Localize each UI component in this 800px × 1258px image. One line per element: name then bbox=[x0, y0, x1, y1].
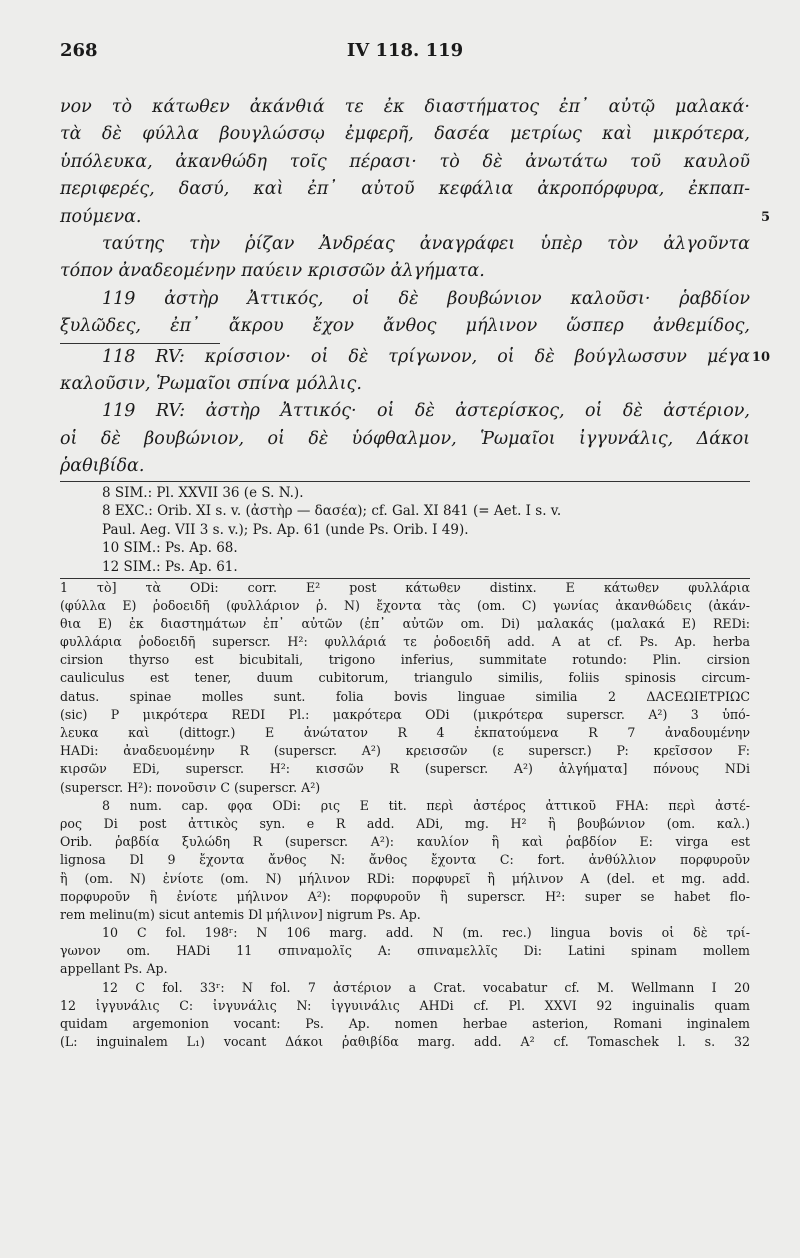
text-line: τὰ δὲ φύλλα βουγλώσσῳ ἐμφερῆ, δασέα μετρίως καὶ μικρότερα, bbox=[60, 124, 750, 145]
apparatus-line: οἱ δὲ βουβώνιον, οἱ δὲ ὑόφθαλμον, Ῥωμαῖοι ἰγγυνάλις, Δάκοι bbox=[60, 428, 750, 449]
text-line: πούμενα. 5 bbox=[60, 204, 750, 231]
apparatus-note-line: Orib. ῥαβδία ξυλώδη R (superscr. A²): καυλίον ἢ καὶ ῥαβδίον E: virga est bbox=[60, 834, 750, 850]
running-title: IV 118. 119 bbox=[346, 40, 464, 61]
apparatus-note-line: lignosa Dl 9 ἔχοντα ἄνθος N: ἄνθος ἔχοντα C: fort. ἀνθύλλιον πορφυροῦν bbox=[60, 852, 750, 868]
similia-line: 8 EXC.: Orib. XI s. v. (ἀστὴρ — δασέα); cf. Gal. XI 841 (= Aet. I s. v. bbox=[102, 503, 562, 520]
apparatus-note-line: cirsion thyrso est bicubitali, trigono inferius, summitate rotundo: Plin. cirsion bbox=[60, 652, 750, 668]
page-number: 268 bbox=[60, 40, 98, 61]
similia-section bbox=[60, 484, 750, 577]
page bbox=[60, 40, 770, 1051]
apparatus-note-line: θια E) ἐκ διαστημάτων ἐπ᾽ αὐτῶν (ἐπ᾽ αὐτῶν om. Di) μαλακάς (μαλακά E) REDi: bbox=[60, 615, 750, 631]
text-line: ταύτης τὴν ῥίζαν Ἀνδρέας ἀναγράφει ὑπὲρ τὸν ἀλγοῦντα bbox=[102, 233, 750, 254]
critical-apparatus bbox=[60, 579, 750, 1052]
main-text bbox=[60, 94, 770, 341]
apparatus-note-line: datus. spinae molles sunt. folia bovis linguae similia 2 ΔΑϹΕΩΙΕΤΡΙΩϹ bbox=[60, 688, 750, 704]
apparatus-note-line: 1 τὸ] τὰ ODi: corr. E² post κάτωθεν distinx. E κάτωθεν φυλλάρια bbox=[60, 579, 750, 595]
apparatus-note-line: 12 ἰγγυνάλις C: ἰνγυνάλις N: ἰγγυινάλις AHDi cf. Pl. XXVI 92 inguinalis quam bbox=[60, 997, 750, 1013]
apparatus-note-line: quidam argemonion vocant: Ps. Ap. nomen herbae asterion, Romani inginalem bbox=[60, 1016, 750, 1032]
similia-line: 8 SIM.: Pl. XXVII 36 (e S. N.). bbox=[102, 484, 304, 501]
apparatus-note-line: πορφυροῦν ἢ ἐνίοτε μήλινον A²): πορφυροῦν ἢ superscr. H²: super se habet flo- bbox=[60, 888, 750, 904]
apparatus-note-line: (φύλλα E) ῥοδοειδῆ (φυλλάριον ῥ. N) ἔχοντα τὰς (om. C) γωνίας ἀκανθώδεις (ἀκάν- bbox=[60, 597, 750, 613]
apparatus-note-line: (superscr. H²): πονοῦσιν C (superscr. A²) bbox=[60, 779, 321, 795]
apparatus-note-line: φυλλάρια ῥοδοειδῆ superscr. H²: φυλλάριά τε ῥοδοειδῆ add. A at cf. Ps. Ap. herba bbox=[60, 634, 750, 650]
apparatus-note-line: λευκα καὶ (dittogr.) E ἀνώτατον R 4 ἐκπατούμενα R 7 ἀναδουμένην bbox=[60, 725, 750, 740]
similia-line: 12 SIM.: Ps. Ap. 61. bbox=[102, 558, 238, 575]
apparatus-note-line: ρος Di post ἀττικὸς syn. e R add. ADi, mg. H² ἢ βουβώνιον (om. καλ.) bbox=[60, 815, 750, 831]
apparatus-note-line: (L: inguinalem L₁) vocant Δάκοι ῥαθιβίδα marg. add. A² cf. Tomaschek l. s. 32 bbox=[60, 1034, 750, 1050]
apparatus-line: 119 RV: ἀστὴρ Ἀττικός· οἱ δὲ ἀστερίσκος, οἱ δὲ ἀστέριον, bbox=[102, 401, 750, 422]
line-number: 5 bbox=[760, 209, 770, 225]
divider bbox=[60, 481, 750, 482]
similia-line: 10 SIM.: Ps. Ap. 68. bbox=[102, 540, 238, 557]
text-line: νον τὸ κάτωθεν ἀκάνθιά τε ἐκ διαστήματος ἐπ᾽ αὐτῷ μαλακά· bbox=[60, 97, 750, 117]
apparatus-note-line: HADi: ἀναδευομένην R (superscr. A²) κρεισσῶν (ε superscr.) P: κρεῖσσον F: bbox=[60, 743, 750, 759]
apparatus-note-line: κιρσῶν EDi, superscr. H²: κισσῶν R (superscr. A²) ἀλγήματα] πόνους NDi bbox=[60, 761, 750, 777]
text-line: περιφερές, δασύ, καὶ ἐπ᾽ αὐτοῦ κεφάλια ἀκροπόρφυρα, ἐκπαπ- bbox=[60, 179, 750, 200]
apparatus-note-line: appellant Ps. Ap. bbox=[60, 961, 168, 977]
text-line: ὑπόλευκα, ἀκανθώδη τοῖς πέρασι· τὸ δὲ ἀνωτάτω τοῦ καυλοῦ bbox=[60, 151, 750, 172]
apparatus-rv bbox=[60, 344, 770, 481]
apparatus-note-line: (sic) P μικρότερα REDI Pl.: μακρότερα ODi (μικρότερα superscr. A²) 3 ὑπό- bbox=[60, 706, 750, 722]
apparatus-note-line: 8 num. cap. φϙα ODi: ρις E tit. περὶ ἀστέρος ἀττικοῦ FHA: περὶ ἀστέ- bbox=[102, 797, 750, 813]
text-line: ξυλῶδες, ἐπ᾽ ἄκρου ἔχον ἄνθος μήλινον ὥσπερ ἀνθεμίδος, bbox=[60, 316, 750, 337]
apparatus-line: 118 RV: κρίσσιον· οἱ δὲ τρίγωνον, οἱ δὲ βούγλωσσυν μέγα 10 bbox=[60, 344, 750, 371]
apparatus-note-line: γωνον om. HADi 11 σπιναμολῖς A: σπιναμελλῖς Di: Latini spinam mollem bbox=[60, 943, 750, 959]
text-line: τόπον ἀναδεομένην παύειν κρισσῶν ἀλγήματα. bbox=[60, 261, 485, 282]
similia-line: Paul. Aeg. VII 3 s. v.); Ps. Ap. 61 (unde Ps. Orib. I 49). bbox=[102, 521, 469, 538]
running-header bbox=[60, 40, 750, 70]
line-number: 10 bbox=[751, 349, 770, 365]
apparatus-note-line: rem melinu(m) sicut antemis Dl μήλινον] nigrum Ps. Ap. bbox=[60, 906, 421, 922]
apparatus-note-line: 12 C fol. 33ʳ: N fol. 7 ἀστέριον a Crat. vocabatur cf. M. Wellmann I 20 bbox=[102, 979, 750, 995]
apparatus-note-line: cauliculus est tener, duum cubitorum, triangulo similis, foliis spinosis circum- bbox=[60, 670, 750, 686]
apparatus-note-line: 10 C fol. 198ʳ: N 106 marg. add. N (m. rec.) lingua bovis οἱ δὲ τρί- bbox=[102, 925, 750, 941]
apparatus-line: καλοῦσιν, Ῥωμαῖοι σπίνα μόλλις. bbox=[60, 373, 362, 394]
apparatus-note-line: ἢ (om. N) ἐνίοτε (om. N) μήλινον RDi: πορφυρεῖ ἢ μήλινον A (del. et mg. add. bbox=[60, 870, 750, 886]
text-line: 119 ἀστὴρ Ἀττικός, οἱ δὲ βουβώνιον καλοῦσι· ῥαβδίον bbox=[102, 288, 750, 309]
apparatus-line: ῥαθιβίδα. bbox=[60, 456, 145, 477]
